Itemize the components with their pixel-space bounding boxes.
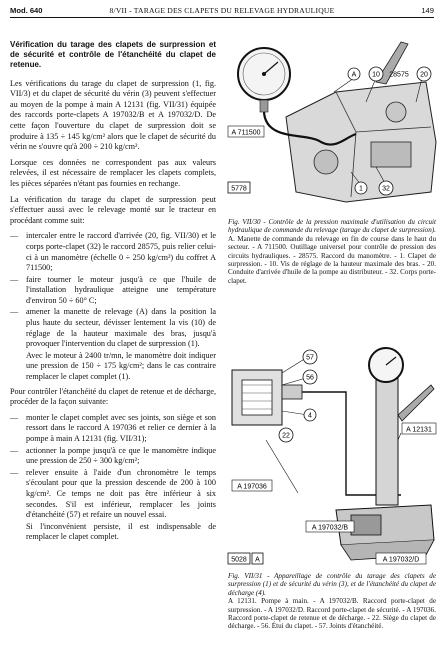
- procedure-list-2: [10, 413, 216, 543]
- label-32: 32: [382, 185, 390, 193]
- label-a711500: A 711500: [231, 129, 261, 137]
- model-label: Mod. 640: [10, 6, 43, 15]
- label-10: 10: [372, 71, 380, 79]
- hand-pump-illustration: [226, 345, 438, 571]
- label-a12131: A 12131: [406, 426, 432, 434]
- page-number: 149: [421, 6, 434, 15]
- section-title: 8/VII - TARAGE DES CLAPETS DU RELEVAGE HYDRAULIQUE: [109, 6, 335, 15]
- label-4: 4: [308, 412, 312, 420]
- caption-body: A 12131. Pompe à main. - A 197032/B. Raccord porte-clapet de surpression. - A 197032/D. Raccord porte-clapet de sécurité. - A 197036. Raccord porte-clapet de retenue et de décharge. - 22. Siège du clapet de décharge. - 56. Étui du clapet. - 57. Joints d'étanchéité.: [228, 597, 436, 631]
- text-column: [10, 40, 216, 547]
- list-item: — intercaler entre le raccord d'arrivée (20, fig. VII/30) et le corps porte-clapet (32) le raccord 28575, puis relier celui-ci à un manomètre (échelle 0 ÷ 250 kg/cm²) du coffret A 711500;: [10, 231, 216, 273]
- caption-body: A. Manette de commande du relevage en fin de course dans le haut du secteur. - A 711500. Outillage universel pour contrôle de pression des circuits hydrauliques. - 28575. Raccord du manomètre. - 1. Clapet de surpression. - 10. Vis de réglage de la hauteur maximale des bras. - 20. Conduite d'arrivée d'huile de la pompe au distributeur. - 32. Corps porte-clapet.: [228, 234, 436, 285]
- label-a: A: [255, 556, 260, 564]
- label-28575: 28575: [389, 71, 409, 79]
- list-item: Avec le moteur à 2400 tr/mn, le manomètre doit indiquer une pression de 150 ÷ 175 kg/cm²; dans le cas contraire remplacer le clapet complet (1).: [26, 350, 216, 382]
- label-a: A: [351, 71, 357, 79]
- caption-title: Fig. VII/30 - Contrôle de la pression maximale d'utilisation du circuit hydraulique de commande du relevage (tarage du clapet de surpression).: [228, 218, 436, 235]
- caption-title: Fig. VII/31 - Appareillage de contrôle du tarage des clapets de surpression (1) et de sécurité du vérin (3), et de l'étanchéité du clapet de décharge (4).: [228, 572, 436, 597]
- figure-vii-31: [226, 345, 438, 571]
- label-57: 57: [306, 354, 314, 362]
- paragraph-3: La vérification du tarage du clapet de surpression peut s'effectuer aussi avec le relevage monté sur le tracteur en procédant comme suit:: [10, 194, 216, 225]
- article-title: Vérification du tarage des clapets de surpression et de sécurité et contrôle de l'étanchéité du clapet de retenue.: [10, 40, 216, 70]
- label-20: 20: [420, 71, 428, 79]
- list-item: Si l'inconvénient persiste, il est indispensable de remplacer le clapet complet.: [26, 521, 216, 542]
- list-item: — relever ensuite à l'aide d'un chronomètre le temps s'écoulant pour que la pression descende de 200 à 100 kg/cm². Ce temps ne doit pas être inférieur à six secondes. S'il est inférieur, remplacer les joints d'étanchéité (57) et refaire un nouvel essai.: [10, 468, 216, 521]
- procedure-list-1: [10, 231, 216, 382]
- label-a197032d: A 197032/D: [382, 556, 420, 564]
- figure-vii-30: [226, 22, 438, 218]
- figure-vii-31-caption: [228, 572, 436, 631]
- figure-vii-30-caption: [228, 218, 436, 285]
- list-item: — amener la manette de relevage (A) dans la position la plus haute du secteur, dévisser lentement la vis (10) de réglage de la hauteur maximale des bras, jusqu'à provoquer l'intervention du clapet de surpression (1).: [10, 307, 216, 349]
- paragraph-2: Lorsque ces données ne correspondent pas aux valeurs relevées, il est nécessaire de remplacer les clapets complets, les pièces séparées n'étant pas fournies en rechange.: [10, 157, 216, 188]
- list-item: — monter le clapet complet avec ses joints, son siège et son ressort dans le raccord A 197036 et relier ce dernier à la pompe à main A 12131 (fig. VII/31);: [10, 413, 216, 445]
- figure-code: 5778: [231, 185, 247, 193]
- paragraph-4: Pour contrôler l'étanchéité du clapet de retenue et de décharge, procéder de la façon suivante:: [10, 386, 216, 407]
- label-56: 56: [306, 374, 314, 382]
- label-a197036: A 197036: [237, 483, 267, 491]
- pressure-gauge-illustration: [226, 22, 438, 218]
- paragraph-1: Les vérifications du tarage du clapet de surpression (1, fig. VII/3) et du clapet de sécurité du vérin (3) peuvent s'effectuer au moyen de la pompe à main A 12131 (fig. VII/31) équipée des raccords porte-clapets A 197032/B et A 197032/D. De cette façon l'ouverture du clapet de surpression doit se produire à 135 ÷ 145 kg/cm² alors que le clapet de sécurité du vérin ne s'ouvre qu'à 200 ÷ 210 kg/cm².: [10, 78, 216, 152]
- label-22: 22: [282, 432, 290, 440]
- label-1: 1: [359, 185, 363, 193]
- header-rule: [10, 17, 434, 18]
- figure-code: 5028: [231, 556, 247, 564]
- label-a197032b: A 197032/B: [311, 524, 349, 532]
- list-item: — faire tourner le moteur jusqu'à ce que l'huile de l'installation hydraulique atteigne une température d'environ 50 ÷ 60° C;: [10, 275, 216, 307]
- list-item: — actionner la pompe jusqu'à ce que le manomètre indique une pression de 250 ÷ 300 kg/cm²;: [10, 446, 216, 467]
